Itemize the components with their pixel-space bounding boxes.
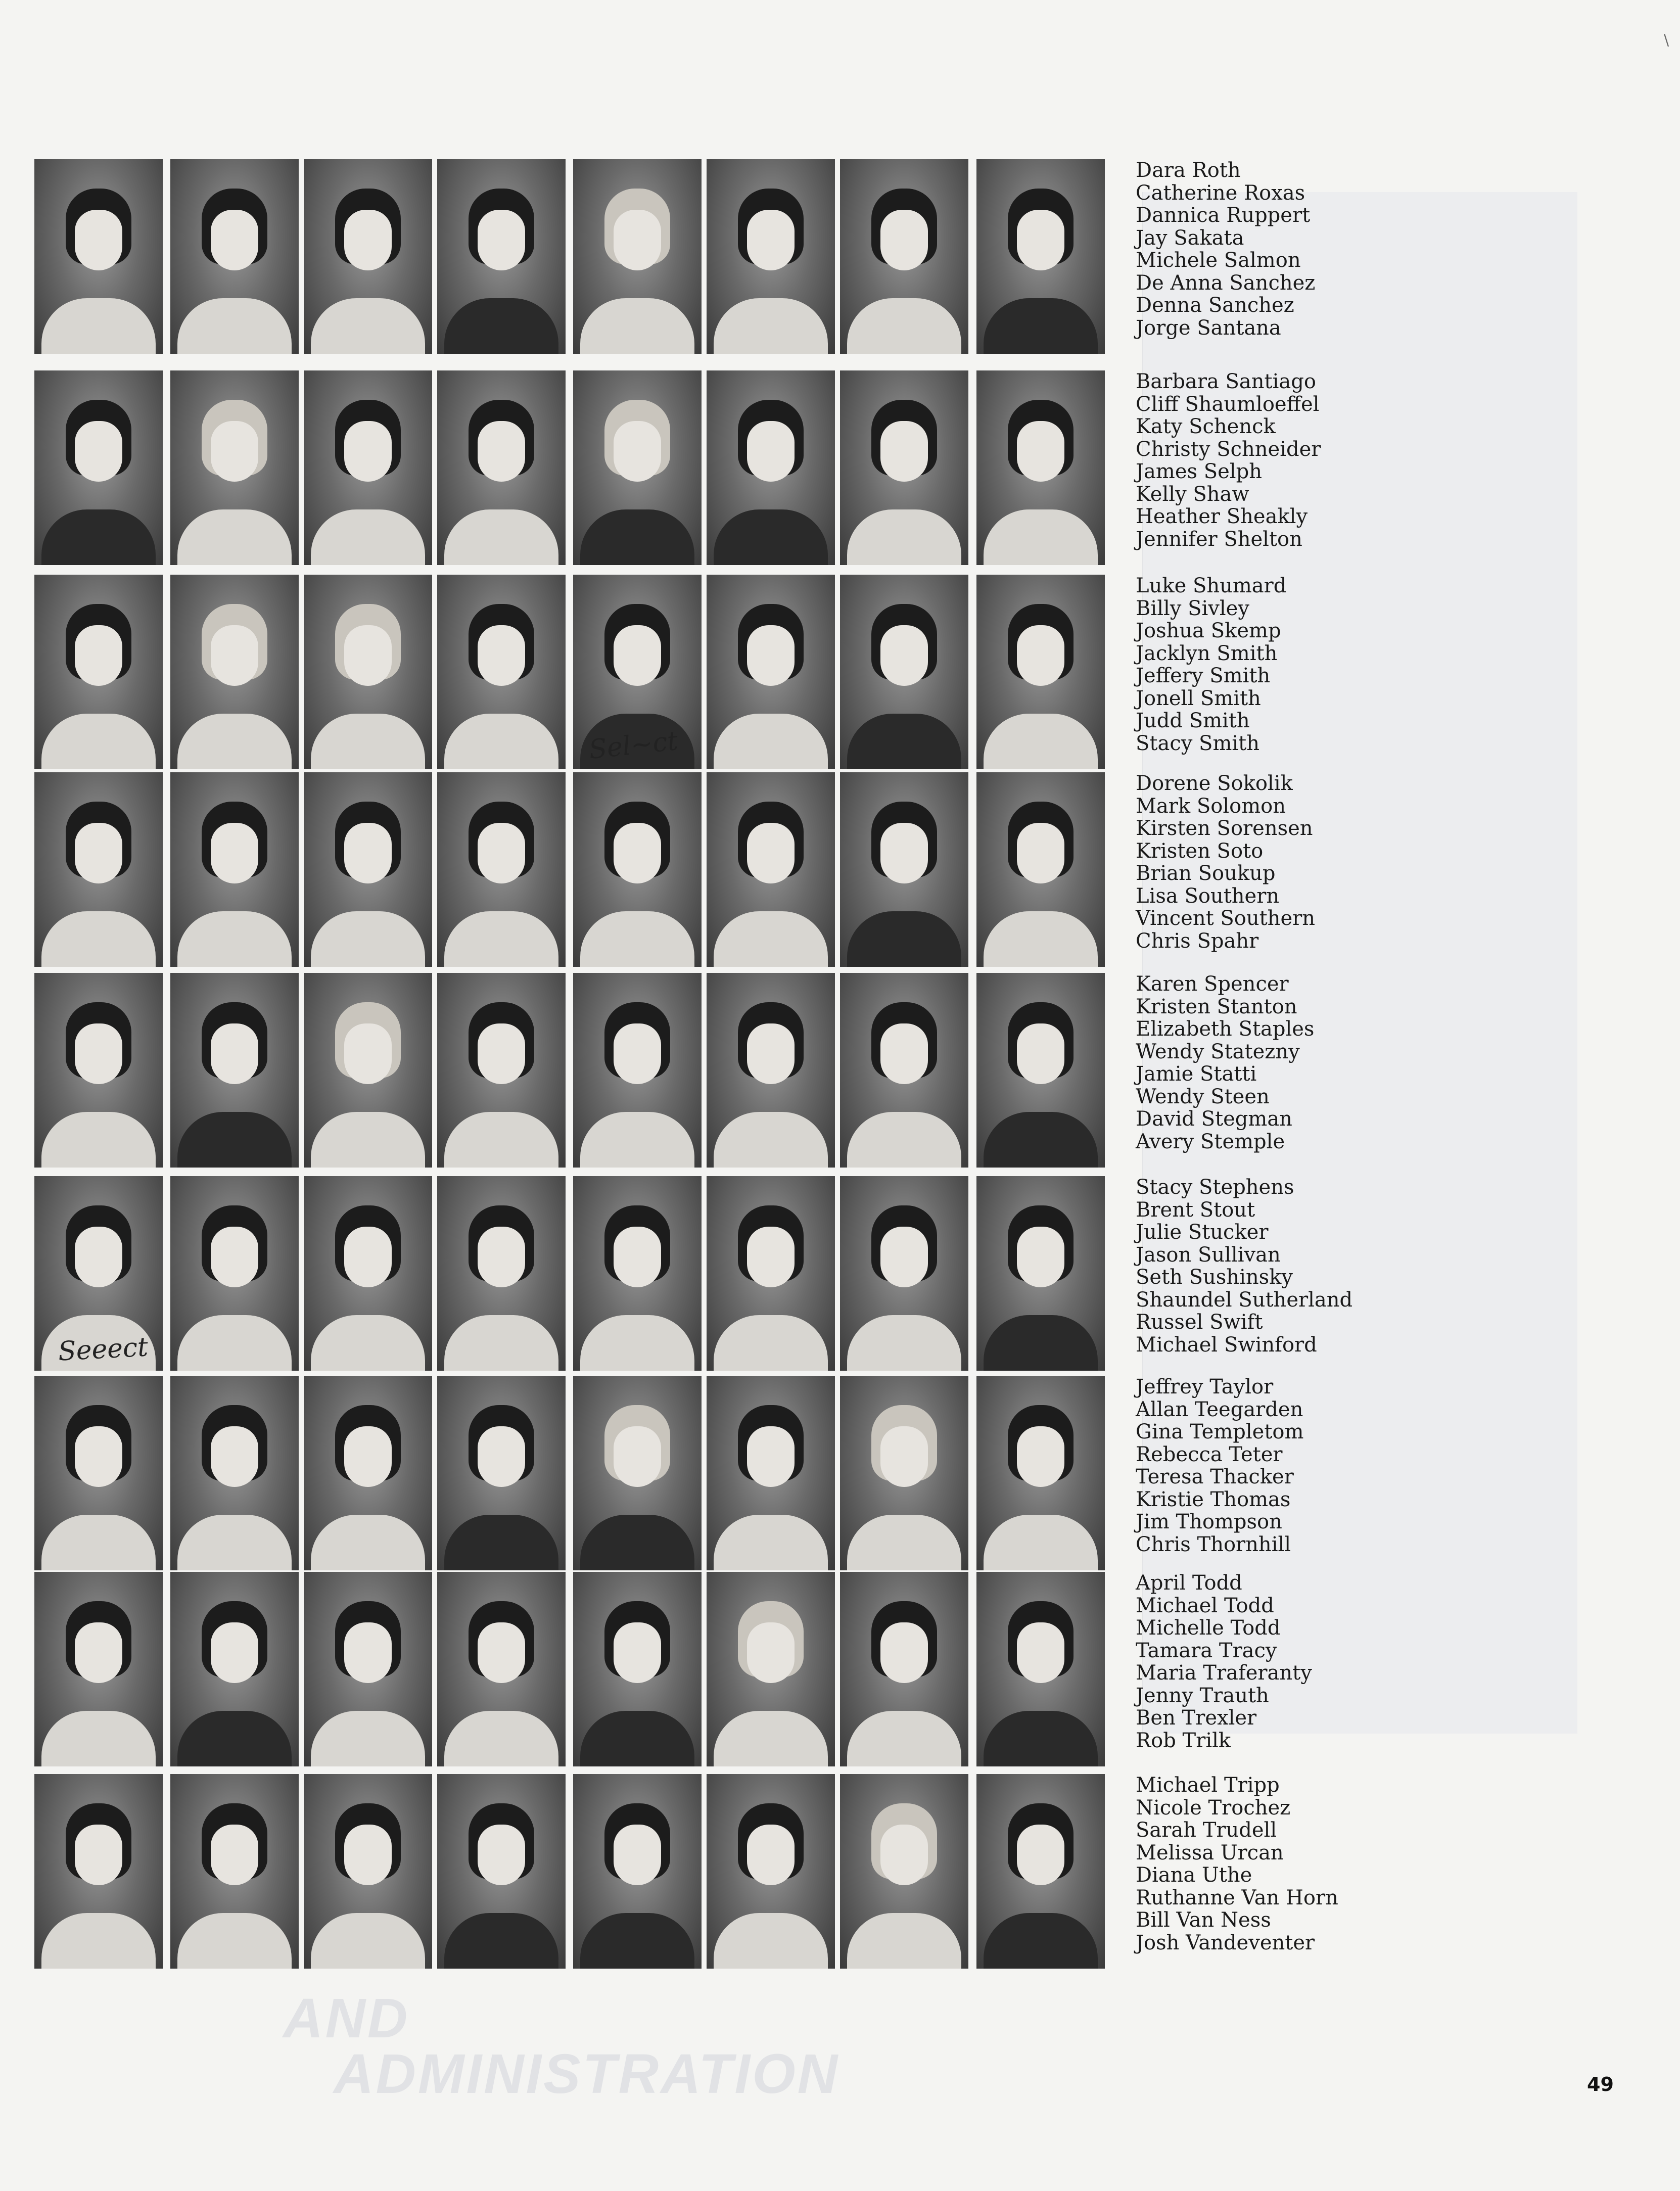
student-name: Josh Vandeventer [1136, 1931, 1315, 1954]
student-name: Michelle Todd [1136, 1616, 1281, 1640]
name-list [1136, 370, 1398, 565]
student-portrait [840, 370, 968, 565]
student-name: Diana Uthe [1136, 1863, 1252, 1887]
student-portrait [437, 1774, 566, 1969]
student-name: Denna Sanchez [1136, 294, 1294, 317]
student-name: Mark Solomon [1136, 794, 1286, 818]
student-name: Bill Van Ness [1136, 1908, 1271, 1932]
student-portrait [437, 772, 566, 967]
student-portrait [573, 772, 702, 967]
portrait-row [34, 1376, 1111, 1570]
student-name: Jay Sakata [1136, 226, 1244, 250]
student-portrait [573, 973, 702, 1168]
portrait-row [34, 575, 1111, 769]
student-portrait [34, 973, 163, 1168]
student-name: Shaundel Sutherland [1136, 1288, 1353, 1312]
student-portrait [707, 575, 835, 769]
student-name: Brent Stout [1136, 1198, 1255, 1222]
student-name: Catherine Roxas [1136, 181, 1305, 205]
student-name: Chris Thornhill [1136, 1532, 1291, 1556]
portrait-row [34, 772, 1111, 967]
watermark-and: AND [283, 1987, 410, 2049]
student-name: Allan Teegarden [1136, 1397, 1303, 1421]
student-portrait [304, 159, 432, 354]
handwritten-signature: Sel~ct [587, 725, 680, 766]
student-name: Jonell Smith [1136, 686, 1261, 710]
student-name: Ben Trexler [1136, 1706, 1257, 1730]
student-name: Wendy Statezny [1136, 1040, 1300, 1063]
student-portrait [707, 370, 835, 565]
student-name: Elizabeth Staples [1136, 1017, 1315, 1041]
student-name: Vincent Southern [1136, 907, 1315, 930]
student-name: Heather Sheakly [1136, 505, 1308, 528]
student-portrait [170, 772, 299, 967]
student-name: Cliff Shaumloeffel [1136, 392, 1320, 416]
student-name: Jim Thompson [1136, 1510, 1282, 1533]
student-name: Tamara Tracy [1136, 1639, 1277, 1662]
student-portrait [304, 772, 432, 967]
student-portrait [840, 1774, 968, 1969]
portrait-row [34, 1774, 1111, 1969]
student-name: Billy Sivley [1136, 596, 1249, 620]
student-name: Dorene Sokolik [1136, 772, 1293, 795]
student-name: De Anna Sanchez [1136, 271, 1316, 295]
student-portrait [707, 1572, 835, 1766]
student-portrait [707, 1774, 835, 1969]
student-name: Brian Soukup [1136, 862, 1276, 885]
student-name: Judd Smith [1136, 709, 1250, 732]
page-number: 49 [1587, 2073, 1614, 2095]
student-name: Lisa Southern [1136, 884, 1280, 908]
student-portrait [976, 772, 1105, 967]
student-portrait [840, 575, 968, 769]
name-list [1136, 575, 1398, 769]
student-portrait [976, 1376, 1105, 1570]
student-portrait [573, 1774, 702, 1969]
student-portrait [437, 1376, 566, 1570]
student-portrait [840, 159, 968, 354]
student-portrait [573, 1572, 702, 1766]
student-portrait [976, 575, 1105, 769]
student-name: Julie Stucker [1136, 1221, 1269, 1244]
handwritten-signature: Seeect [57, 1332, 149, 1367]
name-list [1136, 1572, 1398, 1766]
student-name: Jorge Santana [1136, 316, 1281, 340]
student-name: Jenny Trauth [1136, 1684, 1269, 1707]
student-portrait [34, 575, 163, 769]
student-name: Michael Todd [1136, 1594, 1274, 1617]
student-name: Melissa Urcan [1136, 1841, 1284, 1864]
student-name: David Stegman [1136, 1107, 1292, 1131]
student-portrait [304, 1376, 432, 1570]
student-name: Stacy Stephens [1136, 1176, 1294, 1199]
student-portrait [170, 1572, 299, 1766]
student-portrait [707, 772, 835, 967]
student-name: Sarah Trudell [1136, 1819, 1277, 1842]
student-name: Jamie Statti [1136, 1062, 1257, 1086]
student-name: Kirsten Sorensen [1136, 817, 1313, 840]
student-name: Christy Schneider [1136, 437, 1321, 461]
student-portrait [170, 1376, 299, 1570]
name-list [1136, 973, 1398, 1168]
student-name: Dannica Ruppert [1136, 204, 1311, 227]
student-portrait [304, 370, 432, 565]
name-list [1136, 772, 1398, 967]
student-portrait [170, 973, 299, 1168]
student-name: Kristie Thomas [1136, 1487, 1291, 1511]
watermark-administration: ADMINISTRATION [334, 2043, 840, 2105]
student-name: Nicole Trochez [1136, 1796, 1291, 1820]
student-name: Kristen Soto [1136, 839, 1264, 863]
student-portrait [840, 1572, 968, 1766]
student-portrait [976, 1176, 1105, 1371]
student-name: Luke Shumard [1136, 574, 1287, 597]
student-name: Gina Templetom [1136, 1420, 1304, 1443]
student-portrait [976, 159, 1105, 354]
student-portrait [840, 1176, 968, 1371]
name-list [1136, 1176, 1398, 1371]
student-name: Maria Traferanty [1136, 1661, 1312, 1685]
student-portrait [304, 1176, 432, 1371]
student-portrait [170, 370, 299, 565]
student-portrait [437, 973, 566, 1168]
student-name: Barbara Santiago [1136, 370, 1316, 393]
student-name: Stacy Smith [1136, 731, 1259, 755]
student-name: Kristen Stanton [1136, 995, 1297, 1018]
student-name: Jennifer Shelton [1136, 527, 1302, 551]
name-list [1136, 159, 1398, 354]
student-portrait [573, 370, 702, 565]
student-portrait [304, 973, 432, 1168]
student-name: Russel Swift [1136, 1311, 1263, 1334]
student-portrait [707, 159, 835, 354]
student-name: Seth Sushinsky [1136, 1266, 1293, 1289]
student-portrait [840, 1376, 968, 1570]
student-name: Rebecca Teter [1136, 1442, 1283, 1466]
student-portrait [840, 772, 968, 967]
student-portrait [34, 1572, 163, 1766]
portrait-row [34, 1572, 1111, 1766]
student-portrait [573, 1376, 702, 1570]
student-portrait [34, 370, 163, 565]
student-portrait [304, 575, 432, 769]
student-portrait [437, 1176, 566, 1371]
student-portrait [573, 1176, 702, 1371]
student-portrait [304, 1774, 432, 1969]
student-portrait [170, 1774, 299, 1969]
student-name: Michael Swinford [1136, 1333, 1317, 1357]
student-portrait [707, 973, 835, 1168]
student-name: Michael Tripp [1136, 1774, 1280, 1797]
student-name: Rob Trilk [1136, 1729, 1231, 1752]
student-name: Ruthanne Van Horn [1136, 1886, 1338, 1909]
student-name: Chris Spahr [1136, 929, 1259, 953]
student-name: Karen Spencer [1136, 972, 1289, 996]
portrait-row [34, 159, 1111, 354]
name-list [1136, 1774, 1398, 1969]
student-portrait [34, 772, 163, 967]
student-name: Jeffery Smith [1136, 664, 1271, 687]
student-portrait [304, 1572, 432, 1766]
student-portrait [437, 1572, 566, 1766]
student-name: Michele Salmon [1136, 249, 1301, 272]
student-portrait [840, 973, 968, 1168]
student-portrait [437, 575, 566, 769]
student-portrait [573, 159, 702, 354]
student-name: Katy Schenck [1136, 415, 1276, 438]
student-portrait [707, 1376, 835, 1570]
student-portrait [437, 370, 566, 565]
student-name: Jeffrey Taylor [1136, 1375, 1274, 1398]
student-portrait [976, 973, 1105, 1168]
portrait-row [34, 370, 1111, 565]
student-portrait [34, 159, 163, 354]
student-portrait [976, 370, 1105, 565]
student-portrait [34, 1774, 163, 1969]
student-portrait [34, 1376, 163, 1570]
page-edge-mark: \ [1664, 31, 1669, 49]
student-portrait [437, 159, 566, 354]
name-list [1136, 1376, 1398, 1570]
student-name: Teresa Thacker [1136, 1465, 1294, 1488]
student-name: Avery Stemple [1136, 1130, 1285, 1153]
student-name: Wendy Steen [1136, 1085, 1270, 1108]
student-portrait [170, 1176, 299, 1371]
student-name: James Selph [1136, 460, 1262, 483]
student-name: Jacklyn Smith [1136, 641, 1278, 665]
portrait-row [34, 973, 1111, 1168]
student-portrait [170, 575, 299, 769]
student-name: Joshua Skemp [1136, 619, 1281, 642]
student-name: April Todd [1136, 1571, 1242, 1595]
student-portrait [707, 1176, 835, 1371]
student-name: Dara Roth [1136, 159, 1241, 182]
portrait-row [34, 1176, 1111, 1371]
student-name: Kelly Shaw [1136, 482, 1249, 506]
student-portrait [976, 1774, 1105, 1969]
student-name: Jason Sullivan [1136, 1243, 1281, 1267]
student-portrait [976, 1572, 1105, 1766]
student-portrait [170, 159, 299, 354]
